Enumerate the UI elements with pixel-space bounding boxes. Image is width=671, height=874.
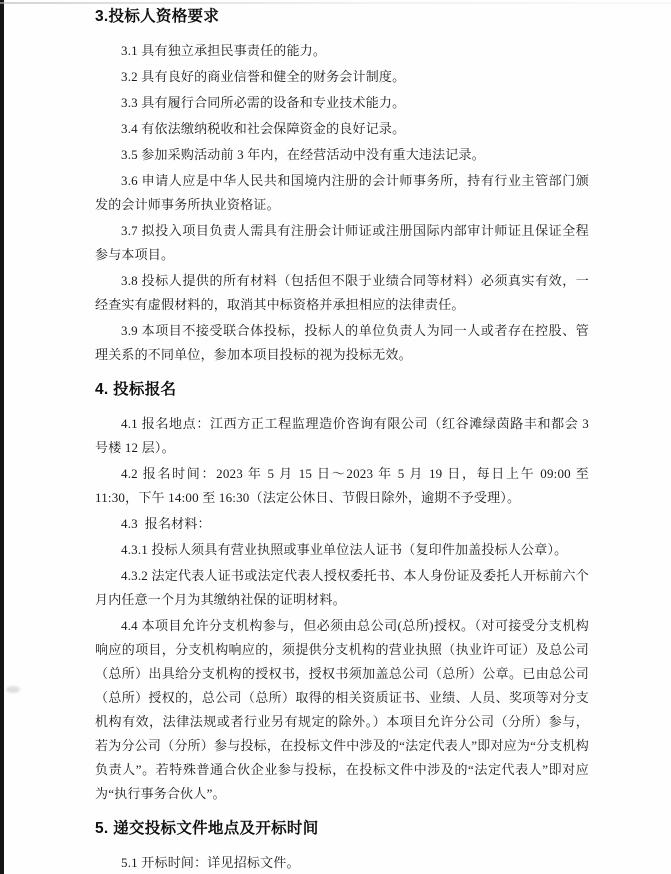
section-submission-and-opening bbox=[95, 816, 589, 874]
paragraph-4-1: 4.1 报名地点：江西方正工程监理造价咨询有限公司（红谷滩绿茵路丰和都会 3 号楼 12 层）。 bbox=[95, 416, 589, 455]
section-4-heading: 4. 投标报名 bbox=[95, 381, 177, 398]
paragraph-4-3-2: 4.3.2 法定代表人证书或法定代表人授权委托书、本人身份证及委托人开标前六个月内任意一个月为其缴纳社保的证明材料。 bbox=[95, 568, 589, 607]
paragraph-4-3: 4.3 报名材料： bbox=[121, 516, 211, 531]
section-bidder-qualification bbox=[95, 4, 589, 367]
paragraph-3-8: 3.8 投标人提供的所有材料（包括但不限于业绩合同等材料）必须真实有效，一经查实有虚假材料的，取消其中标资格并承担相应的法律责任。 bbox=[95, 273, 589, 312]
paragraph-4-3-1: 4.3.1 投标人须具有营业执照或事业单位法人证书（复印件加盖投标人公章）。 bbox=[121, 542, 568, 557]
paragraph-3-4: 3.4 有依法缴纳税收和社会保障资金的良好记录。 bbox=[121, 121, 406, 136]
paragraph-4-2: 4.2 报名时间：2023 年 5 月 15 日～2023 年 5 月 19 日，每日上午 09:00 至 11:30，下午 14:00 至 16:30（法定公休日、节假日除外，逾期不予受理）。 bbox=[95, 466, 589, 505]
paragraph-3-3: 3.3 具有履行合同所必需的设备和专业技术能力。 bbox=[121, 95, 406, 110]
section-bid-registration bbox=[95, 377, 589, 806]
paragraph-3-9: 3.9 本项目不接受联合体投标，投标人的单位负责人为同一人或者存在控股、管理关系的不同单位，参加本项目投标的视为投标无效。 bbox=[95, 323, 589, 362]
paragraph-3-6: 3.6 申请人应是中华人民共和国境内注册的会计师事务所，持有行业主管部门颁发的会计师事务所执业资格证。 bbox=[95, 173, 589, 212]
section-5-heading: 5. 递交投标文件地点及开标时间 bbox=[95, 820, 319, 837]
paragraph-4-4: 4.4 本项目允许分支机构参与，但必须由总公司(总所)授权。（对可接受分支机构响应的项目，分支机构响应的，须提供分支机构的营业执照（执业许可证）及总公司（总所）出具给分支机构的授权书，授权书须加盖总公司（总所）公章。已由总公司（总所）授权的，总公司（总所）取得的相关资质证书、业绩、人员、奖项等对分支机构有效，法律法规或者行业另有规定的除外。）本项目允许分公司（分所）参与，若为分公司（分所）参与投标，在投标文件中涉及的“法定代表人”即对应为“分支机构负责人”。若特殊普通合伙企业参与投标，在投标文件中涉及的“法定代表人”即对应为“执行事务合伙人”。 bbox=[95, 618, 589, 801]
paragraph-3-2: 3.2 具有良好的商业信誉和健全的财务会计制度。 bbox=[121, 69, 406, 84]
paragraph-3-1: 3.1 具有独立承担民事责任的能力。 bbox=[121, 43, 327, 58]
paragraph-3-5: 3.5 参加采购活动前 3 年内，在经营活动中没有重大违法记录。 bbox=[121, 147, 485, 162]
section-3-heading: 3.投标人资格要求 bbox=[95, 8, 220, 25]
paragraph-3-7: 3.7 拟投入项目负责人需具有注册会计师证或注册国际内部审计师证且保证全程参与本项目。 bbox=[95, 223, 589, 262]
paragraph-5-1: 5.1 开标时间：详见招标文件。 bbox=[121, 855, 300, 870]
